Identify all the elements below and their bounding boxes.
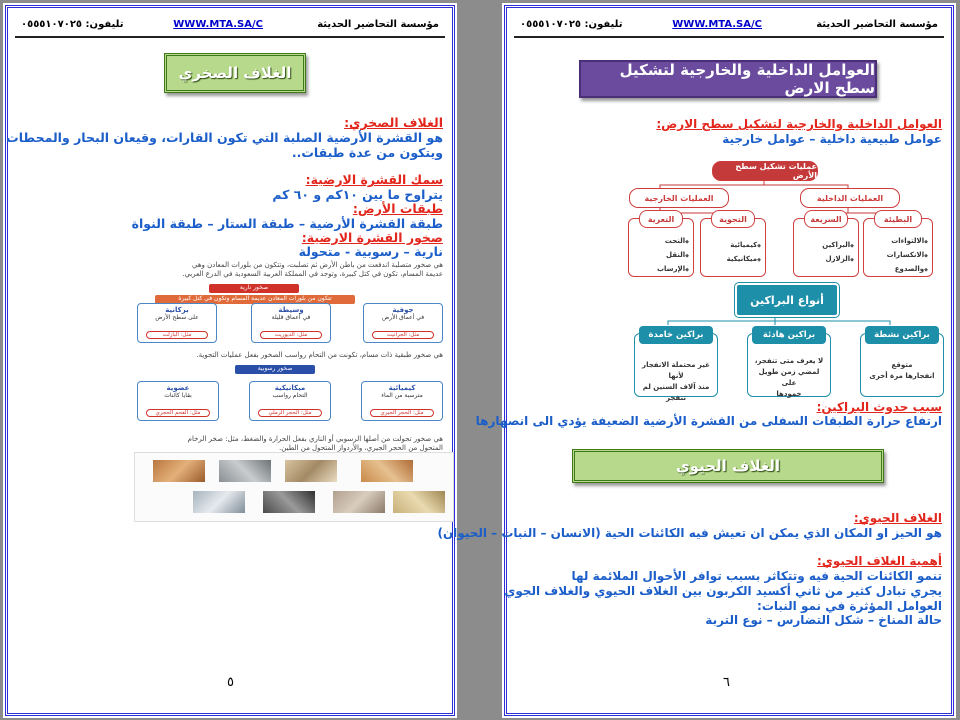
card-foot: مثل: الديوريت xyxy=(260,331,322,339)
page-number: ٥ xyxy=(227,675,234,690)
institute-name: مؤسسة التحاضير الحديثة xyxy=(816,19,938,30)
igneous-card xyxy=(137,303,217,343)
card-body: مترسبة من الماء xyxy=(381,392,423,399)
text-line: صخور القشرة الارضية: xyxy=(301,230,443,245)
sheet-line: هي صخور تحولت من أصلها الرسوبي أو الناري بفعل الحرارة والضغط، مثل: صخر الرخام xyxy=(187,435,443,443)
list-item: ◆ ميكانيكية xyxy=(705,253,761,267)
card-body: في أعماق قليلة xyxy=(271,314,311,321)
text-line: سمك القشرة الارضية: xyxy=(305,172,443,187)
card-body xyxy=(864,360,940,382)
igneous-subbar: تتكون من بلورات المعادن عديمة المسام وتكون في كتل كبيرة xyxy=(155,295,355,304)
lithosphere-title: الغلاف الصخري xyxy=(164,53,306,93)
active-volcano-card xyxy=(860,330,944,397)
text-line: ويتكون من عدة طبقات.. xyxy=(291,145,443,160)
list-item: ◆ الإرساب xyxy=(633,263,689,277)
igneous-bar: صخور نارية xyxy=(209,284,299,293)
importance-heading: أهمية الغلاف الحيوي: xyxy=(817,554,942,568)
list-item: ◆ الالتواءات xyxy=(868,235,928,249)
rock-photo xyxy=(219,460,271,482)
importance-line: يجري تبادل كثير من ثاني أكسيد الكربون بين الغلاف الحيوي والغلاف الجوي xyxy=(504,584,942,598)
slow-card xyxy=(863,214,933,277)
card-line: انفجارها مرة أخرى xyxy=(869,372,935,380)
card-head: عضوية xyxy=(166,384,190,392)
sedimentary-bar: صخور رسوبية xyxy=(235,365,315,374)
fast-card xyxy=(793,214,859,277)
biosphere-heading: الغلاف الحيوي: xyxy=(853,511,942,525)
page-6 xyxy=(437,3,956,718)
list-item: ◆ الانكسارات xyxy=(868,249,928,263)
sedimentary-card xyxy=(137,381,219,421)
sheet-line: عديمة المسام، تكون في كتل كبيرة، وتوجد في المملكة العربية السعودية في الدرع العربي. xyxy=(182,270,443,278)
diagram-root: عمليات تشكيل سطح الأرض xyxy=(712,161,818,181)
page-border xyxy=(5,5,455,716)
erosion-head: التعرية xyxy=(639,210,683,228)
factors-line: عوامل طبيعية داخلية – عوامل خارجية xyxy=(722,132,942,146)
card-body: على سطح الأرض xyxy=(155,314,199,321)
card-foot: مثل: الحجر الجيري xyxy=(370,409,434,417)
card-line: لا يعرف متى تنفجر، xyxy=(754,357,824,365)
quiet-volcano-card xyxy=(747,330,831,398)
card-line: غير محتملة الانفجار لأنها xyxy=(642,361,710,380)
text-line: يتراوح ما بين ١٠كم و ٦٠ كم xyxy=(272,187,443,202)
text-line: نارية – رسوبية - متحولة xyxy=(298,244,443,259)
card-head: براكين هادئة xyxy=(752,326,826,344)
card-head: ميكانيكية xyxy=(274,384,306,392)
internal-processes: العمليات الداخلية xyxy=(800,188,900,208)
slow-head: البطيئة xyxy=(874,210,922,228)
fast-list xyxy=(798,239,854,267)
text-line: طبقة القشرة الأرضية – طبقة الستار – طبقة النواة xyxy=(131,216,443,231)
factors-title: العوامل الداخلية والخارجية لتشكيل سطح الارض xyxy=(579,60,877,98)
header-divider xyxy=(15,36,445,38)
phone-number: تليفون: ٠٥٥٥١٠٧٠٢٥ xyxy=(520,19,623,30)
card-line: خمودها xyxy=(776,390,802,398)
sedimentary-card xyxy=(361,381,443,421)
rock-photo xyxy=(333,491,385,513)
rock-photo xyxy=(153,460,205,482)
page-5 xyxy=(3,3,457,718)
list-item: ◆ كيميائية xyxy=(705,239,761,253)
text-line: طبقات الأرض: xyxy=(352,201,443,216)
list-item: ◆ النحت xyxy=(633,235,689,249)
list-item: ◆ والصدوع xyxy=(868,263,928,277)
igneous-card xyxy=(363,303,443,343)
card-foot: مثل: البازلت xyxy=(146,331,208,339)
card-foot: مثل: الجرانيت xyxy=(372,331,434,339)
volcano-types-title: أنواع البراكين xyxy=(735,283,839,317)
weathering-list xyxy=(705,239,761,267)
rock-photo xyxy=(263,491,315,513)
external-processes: العمليات الخارجية xyxy=(629,188,729,208)
rock-photo xyxy=(393,491,445,513)
card-body: في أعماق الأرض xyxy=(381,314,425,321)
website-link[interactable]: WWW.MTA.SA/C xyxy=(173,19,263,30)
igneous-card xyxy=(251,303,331,343)
card-head: براكين نشطة xyxy=(865,326,939,344)
card-line: متوقع xyxy=(891,361,913,369)
sedimentary-card xyxy=(249,381,331,421)
importance-line: تنمو الكائنات الحية فيه وتتكاثر بسبب توافر الأحوال الملائمة لها xyxy=(571,569,942,583)
dormant-volcano-card xyxy=(634,330,718,402)
card-body: بقايا كائنات xyxy=(164,392,192,399)
erosion-card xyxy=(628,214,694,277)
text-line: هو القشرة الأرضية الصلبة التي تكون القارات، وقيعان البحار والمحطات xyxy=(6,130,443,145)
card-head: بركانية xyxy=(165,306,189,314)
card-foot: مثل: الفحم الحجري xyxy=(146,409,210,417)
rock-photo xyxy=(285,460,337,482)
card-foot: مثل: الحجر الرملي xyxy=(258,409,322,417)
rock-photo-grid xyxy=(134,452,454,522)
rock-photo xyxy=(193,491,245,513)
card-body xyxy=(751,356,827,400)
card-head: كيميائية xyxy=(388,384,416,392)
phone-number: تليفون: ٠٥٥٥١٠٧٠٢٥ xyxy=(21,19,124,30)
factors-heading: العوامل الداخلية والخارجية لتشكيل سطح الارض: xyxy=(656,117,942,131)
card-line: منذ آلاف السنين لم تنفجر xyxy=(642,383,710,402)
fast-head: السريعة xyxy=(804,210,848,228)
card-head: وسيطة xyxy=(278,306,304,314)
list-item: ◆ البراكين xyxy=(798,239,854,253)
website-link[interactable]: WWW.MTA.SA/C xyxy=(672,19,762,30)
list-item: ◆ الزلازل xyxy=(798,253,854,267)
card-body xyxy=(638,360,714,404)
sheet-line: هي صخور متصلبة اندفعت من باطن الأرض ثم تصلبت، وتتكون من بلورات المعادن وهي xyxy=(192,261,443,269)
card-head: جوفية xyxy=(392,306,414,314)
card-body: التحام رواسب xyxy=(272,392,308,399)
volcano-cause-text: ارتفاع حرارة الطبقات السفلى من القشرة الأرضية الضعيفة يؤدي الى انصهارها xyxy=(475,414,942,428)
sheet-line: المتحول من الحجر الجيري، والأردواز المتحول من الطين. xyxy=(279,444,443,452)
rock-photo xyxy=(361,460,413,482)
erosion-list xyxy=(633,235,689,277)
slow-list xyxy=(868,235,928,277)
card-head: براكين خامدة xyxy=(639,326,713,344)
text-line: الغلاف الصخري: xyxy=(344,115,443,130)
weathering-head: التجوية xyxy=(711,210,755,228)
weathering-card xyxy=(700,214,766,277)
plant-factors-text: حالة المناخ – شكل التضارس – نوع التربة xyxy=(705,613,942,627)
card-line: لمضي زمن طويل على xyxy=(758,368,820,387)
sheet-line: هي صخور طبقية ذات مسام، تكونت من التحام رواسب الصخور بفعل عمليات التجوية. xyxy=(196,351,443,359)
volcano-cause-heading: سبب حدوث البراكين: xyxy=(816,400,942,414)
biosphere-title: الغلاف الحيوي xyxy=(572,449,884,483)
page-header xyxy=(15,17,445,35)
page-number: ٦ xyxy=(723,675,730,690)
plant-factors-heading: العوامل المؤثرة في نمو النبات: xyxy=(757,599,942,613)
institute-name: مؤسسة التحاضير الحديثة xyxy=(317,19,439,30)
biosphere-text: هو الحيز او المكان الذي يمكن ان تعيش فيه الكائنات الحية (الانسان – النبات – الحيوان) xyxy=(437,526,942,540)
list-item: ◆ النقل xyxy=(633,249,689,263)
